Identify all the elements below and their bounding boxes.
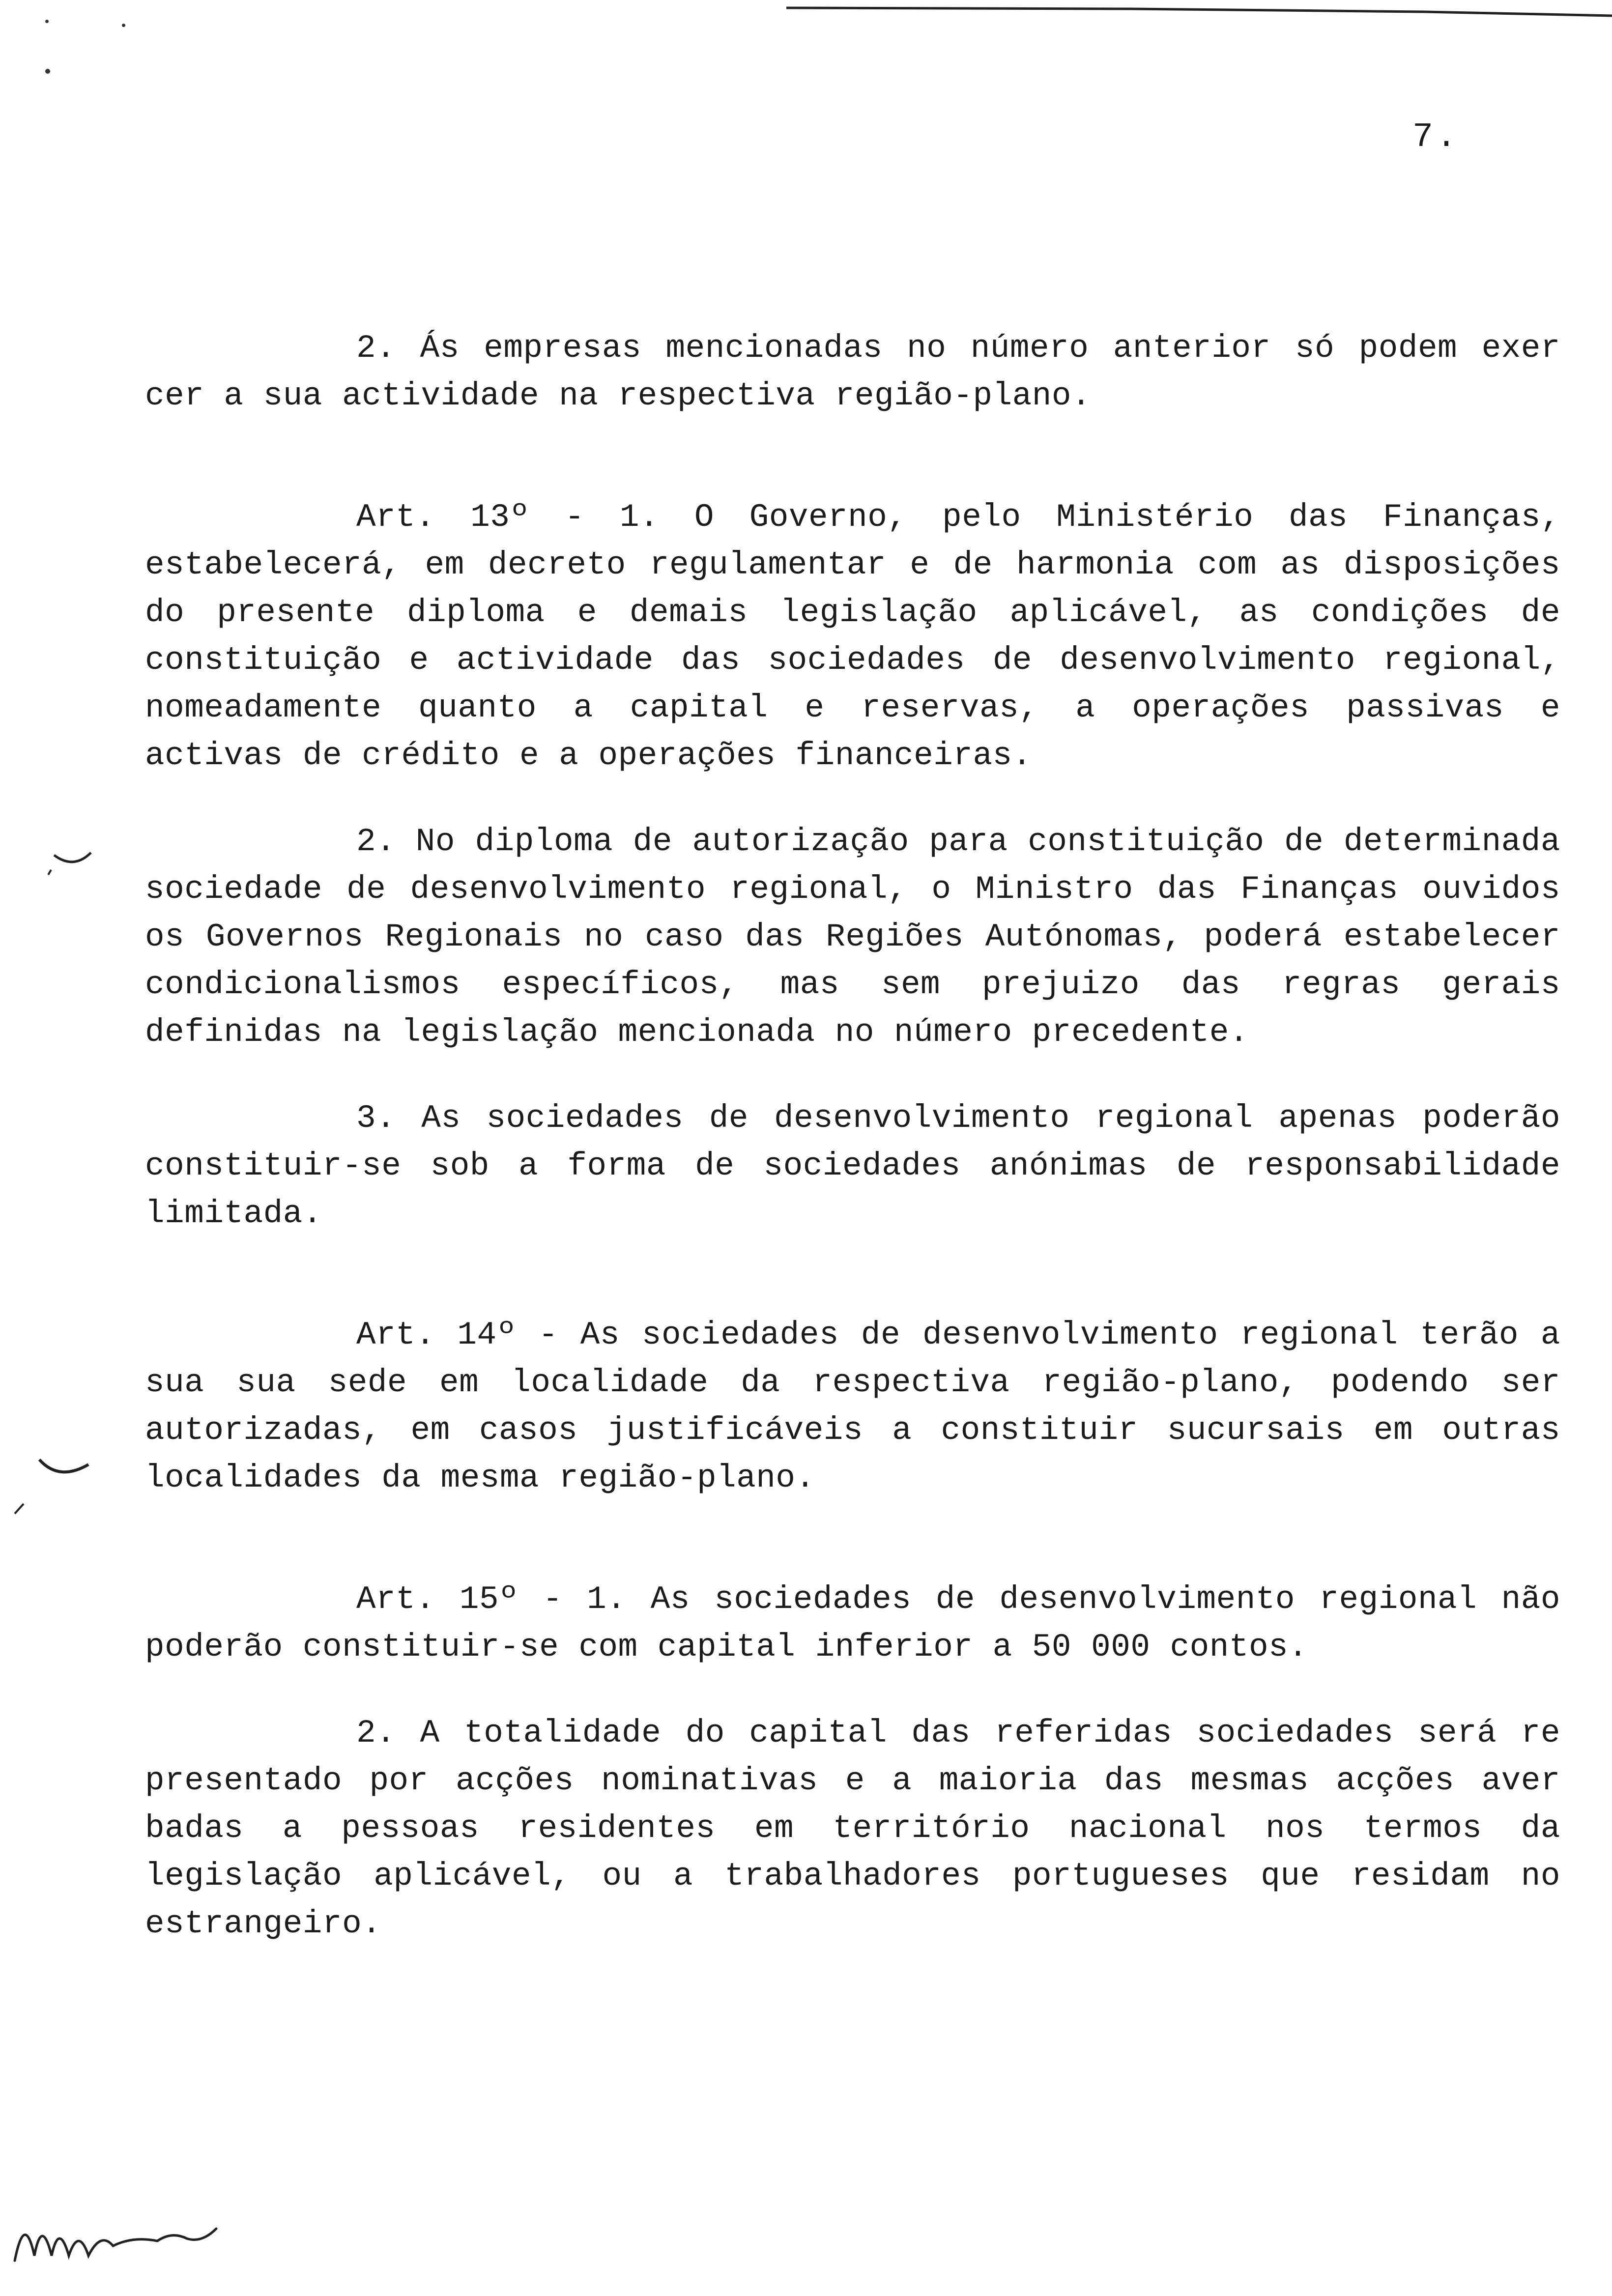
paragraph-art-13-1: Art. 13º - 1. O Governo, pelo Ministério das Finanças, estabelecerá, em decreto regulamentar e de harmonia com as disposições do presente diploma e demais legislação aplicável, as condições de constituição e actividade das sociedades de desenvolvimento regional, nomeadamente quanto a capital e reservas, a operações passivas e activas de crédito e a operações financeiras. (145, 499, 1560, 774)
margin-speck (122, 24, 125, 27)
page-number: 7. (1412, 118, 1460, 157)
handwritten-initials (10, 2182, 226, 2280)
paragraph-12-2: 2. Ás empresas mencionadas no número anterior só podem exer cer a sua actividade na respectiva região-plano. (145, 330, 1560, 414)
paragraph-art-15-2: 2. A totalidade do capital das referidas sociedades será re presentado por acções nominativas e a maioria das mesmas acções aver badas a pessoas residentes em território nacional nos termos da legislação aplicável, ou a trabalhadores portugueses que residam no estrangeiro. (145, 1715, 1560, 1942)
paragraph-art-13-2: 2. No diploma de autorização para constituição de determinada sociedade de desenvolvimento regional, o Ministro das Finanças ouvidos os Governos Regionais no caso das Regiões Autónomas, poderá estabelecer condicionalismos específicos, mas sem prejuizo das regras gerais definidas na legislação mencionada no número precedente. (145, 823, 1560, 1051)
margin-speck (45, 69, 50, 74)
document-body (145, 324, 1560, 1948)
paragraph-art-13-3: 3. As sociedades de desenvolvimento regional apenas poderão constituir-se sob a forma de sociedades anónimas de responsabilidade limitada. (145, 1100, 1560, 1232)
paragraph-art-14: Art. 14º - As sociedades de desenvolvimento regional terão a sua sua sede em localidade da respectiva região-plano, podendo ser autorizadas, em casos justificáveis a constituir sucursais em outras localidades da mesma região-plano. (145, 1317, 1560, 1496)
top-border-line (786, 5, 1612, 18)
margin-speck (45, 20, 49, 23)
margin-check-mark (10, 1455, 98, 1523)
margin-check-mark (44, 840, 103, 880)
paragraph-art-15-1: Art. 15º - 1. As sociedades de desenvolvimento regional não poderão constituir-se com capital inferior a 50 000 contos. (145, 1581, 1560, 1665)
